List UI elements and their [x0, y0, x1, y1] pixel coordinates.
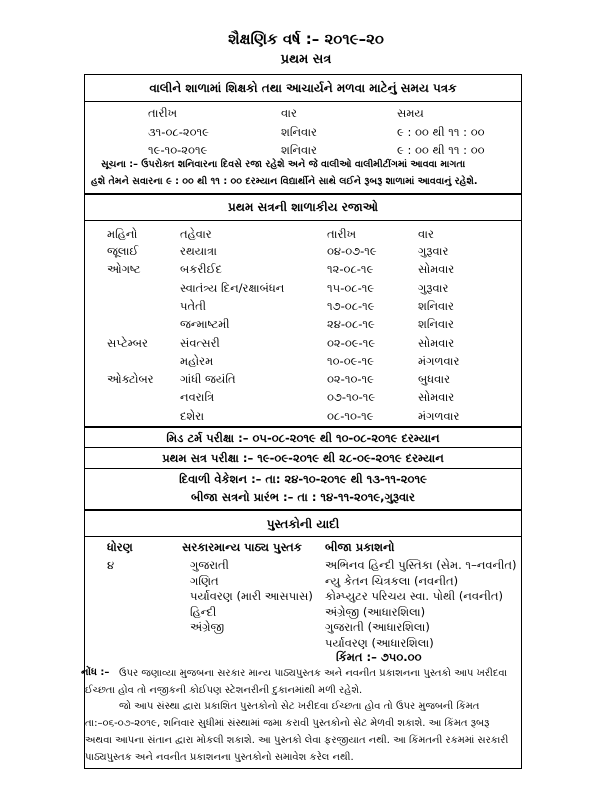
holidays-col-month: મહિનો [107, 227, 138, 241]
holiday-month: ઓક્ટોબર [107, 372, 154, 387]
note-line: પાઠ્યપુસ્તક અને નવનીત પ્રકાશનના પુસ્તકોનો સમાવેશ કરેલ નથી. [85, 751, 354, 763]
holiday-festival: મહોરમ [180, 353, 214, 368]
holiday-date: ૧૭-૦૮-૧૯ [327, 298, 375, 313]
holiday-date: ૧૫-૦૮-૧૯ [327, 280, 375, 295]
note-line: જો આપ સંસ્થા દ્વારા પ્રકાશિત પુસ્તકોનો સેટ ખરીદવા ઈચ્છતા હોવ તો ઉપર મુજબની કિંમત [119, 701, 480, 713]
holiday-date: ૨૪-૦૮-૧૯ [327, 317, 375, 332]
holidays-col-festival: તહેવાર [180, 227, 212, 241]
holiday-festival: બકરીઈદ [180, 262, 222, 277]
meeting-col-time: સમય [397, 106, 424, 120]
holiday-festival: દશેરા [180, 408, 205, 423]
books-standard: ૪ [107, 558, 115, 572]
meeting-row-date: ૩૧-૦૮-૨૦૧૯ [148, 125, 209, 139]
meeting-heading: વાલીને શાળામાં શિક્ષકો તથા આચાર્યને મળવા માટેનું સમય પત્રક [149, 81, 457, 95]
other-book-item: અંગ્રેજી (આધારશિલા) [325, 604, 426, 619]
holidays-section [84, 193, 522, 428]
page-subtitle: પ્રથમ સત્ર [280, 52, 332, 67]
holiday-festival: રથયાત્રા [180, 244, 217, 258]
holiday-date: ૦૨-૧૦-૧૯ [327, 372, 374, 387]
meeting-row-date: ૧૯-૧૦-૨૦૧૯ [148, 143, 208, 157]
holiday-day: મંગળવાર [418, 408, 460, 423]
holiday-day: શનિવાર [418, 317, 454, 332]
note-line: અથવા આપના સંતાન દ્વારા મોકલી શકાશે. આ પુસ્તકો લેવા ફરજીયાત નથી. આ કિંમતની રકમમાં સરકારી [85, 734, 509, 746]
books-heading: પુસ્તકોની યાદી [266, 517, 340, 531]
holiday-festival: ગાંધી જયંતિ [180, 372, 236, 387]
note-line: ઈચ્છતા હોવ તો નજીકની કોઈપણ સ્ટેશનરીની દુકાનમાંથી મળી રહેશે. [85, 684, 363, 696]
holidays-col-day: વાર [418, 227, 434, 241]
holiday-date: ૦૭-૧૦-૧૯ [327, 390, 376, 405]
books-price: કિંમત :– ૭૫૦.૦૦ [336, 650, 422, 664]
meeting-col-date: તારીખ [148, 106, 178, 120]
holiday-date: ૦૮-૧૦-૧૯ [327, 408, 374, 423]
meeting-note-line: હશે તેમને સવારના ૯ : ૦૦ થી ૧૧ : ૦૦ દરમ્યાન વિદ્યાર્થીને સાથે લઈને રૂબરૂ શાળામાં આવવાનું રહેશે. [91, 176, 478, 187]
govt-book-item: ગુજરાતી [190, 558, 229, 572]
holidays-heading: પ્રથમ સત્રની શાળાકીય રજાઓ [228, 200, 378, 214]
meeting-row-day: શનિવાર [281, 125, 317, 139]
holiday-day: મંગળવાર [418, 353, 460, 368]
holiday-festival: પતેતી [180, 298, 207, 313]
holiday-date: ૧૦-૦૯-૧૯ [327, 353, 375, 368]
holiday-date: ૧૨-૦૮-૧૯ [327, 262, 374, 277]
other-book-item: અભિનવ હિન્દી પુસ્તિકા (સેમ. ૧–નવનીત) [325, 558, 517, 572]
holiday-festival: સ્વાતંત્ર્ય દિન/રક્ષાબંધન [180, 280, 285, 295]
books-col-govt: સરકારમાન્ય પાઠ્ય પુસ્તક [182, 540, 302, 554]
holiday-day: ગુરૂવાર [418, 280, 449, 295]
meeting-note-line: સૂચના :– ઉપરોક્ત શનિવારના દિવસે રજા રહેશે અને જે વાલીઓ વાલીમીટીંગમાં આવવા માગતા [101, 159, 466, 170]
books-col-standard: ધોરણ [107, 540, 133, 554]
books-col-other: બીજા પ્રકાશનો [325, 540, 395, 554]
holiday-month: જૂલાઈ [107, 244, 139, 258]
exams-section [84, 426, 522, 511]
note-label: નોંધ :– [81, 667, 110, 678]
second-term-start: બીજા સત્રનો પ્રારંભ :– તા : ૧૪-૧૧-૨૦૧૯,ગુરૂવાર [191, 490, 415, 504]
note-line: ઉપર જણાવ્યા મુજબના સરકાર માન્ય પાઠ્યપુસ્તક અને નવનીત પ્રકાશનના પુસ્તકો આપ ખરીદવા [119, 668, 508, 679]
first-term-exam: પ્રથમ સત્ર પરીક્ષા :– ૧૯-૦૯-૨૦૧૯ થી ૨૮-૦૯-૨૦૧૯ દરમ્યાન [162, 451, 444, 465]
meeting-row-day: શનિવાર [281, 143, 317, 157]
mid-term-exam: મિડ ટર્મ પરીક્ષા :– ૦૫-૦૮-૨૦૧૯ થી ૧૦-૦૮-૨૦૧૯ દરમ્યાન [166, 431, 440, 445]
other-book-item: ન્યુ કેતન ચિત્રકલા (નવનીત) [325, 573, 459, 588]
meeting-row-time: ૯ : ૦૦ થી ૧૧ : ૦૦ [397, 143, 485, 157]
note-line: તા:–૦૬-૦૭-૨૦૧૯, શનિવાર સુધીમાં સંસ્થામાં જમા કરાવી પુસ્તકોનો સેટ મેળવી શકાશે. આ કિંમત રૂબરૂ [85, 718, 490, 730]
holiday-day: બુધવાર [418, 372, 451, 387]
meeting-col-day: વાર [281, 106, 297, 120]
holiday-day: સોમવાર [418, 335, 455, 350]
other-book-item: ગુજરાતી (આધારશિલા) [325, 620, 430, 634]
holiday-month: સપ્ટેમ્બર [107, 335, 148, 350]
holiday-day: સોમવાર [418, 390, 455, 405]
meeting-schedule-section [84, 74, 522, 195]
other-book-item: પર્યાવરણ (આધારશિલા) [325, 635, 434, 650]
holiday-month: ઓગષ્ટ [107, 262, 141, 277]
other-book-item: કોમ્પ્યુટર પરિચય સ્વા. પોથી (નવનીત) [325, 589, 504, 603]
diwali-vacation: દિવાળી વેકેશન :– તા: ૨૪-૧૦-૨૦૧૯ થી ૧૩-૧૧-૨૦૧૯ [179, 472, 427, 486]
govt-book-item: અંગ્રેજી [190, 620, 225, 634]
meeting-row-time: ૯ : ૦૦ થી ૧૧ : ૦૦ [397, 125, 485, 139]
holiday-date: ૦૪-૦૭-૧૯ [327, 244, 377, 258]
holiday-day: સોમવાર [418, 262, 455, 277]
books-section [81, 509, 522, 769]
holiday-festival: નવરાત્રિ [180, 390, 215, 405]
govt-book-item: ગણિત [190, 573, 219, 588]
page-title: શૈક્ષણિક વર્ષ :– ૨૦૧૯–૨૦ [228, 30, 384, 48]
holiday-day: ગુરૂવાર [418, 244, 449, 258]
holidays-col-date: તારીખ [327, 227, 357, 241]
govt-book-item: હિન્દી [190, 604, 217, 619]
holiday-festival: જન્માષ્ટમી [180, 317, 230, 332]
holiday-day: શનિવાર [418, 298, 454, 313]
holiday-festival: સંવત્સરી [180, 335, 220, 350]
holiday-date: ૦૨-૦૯-૧૯ [327, 335, 376, 350]
govt-book-item: પર્યાવરણ (મારી આસપાસ) [190, 589, 313, 603]
